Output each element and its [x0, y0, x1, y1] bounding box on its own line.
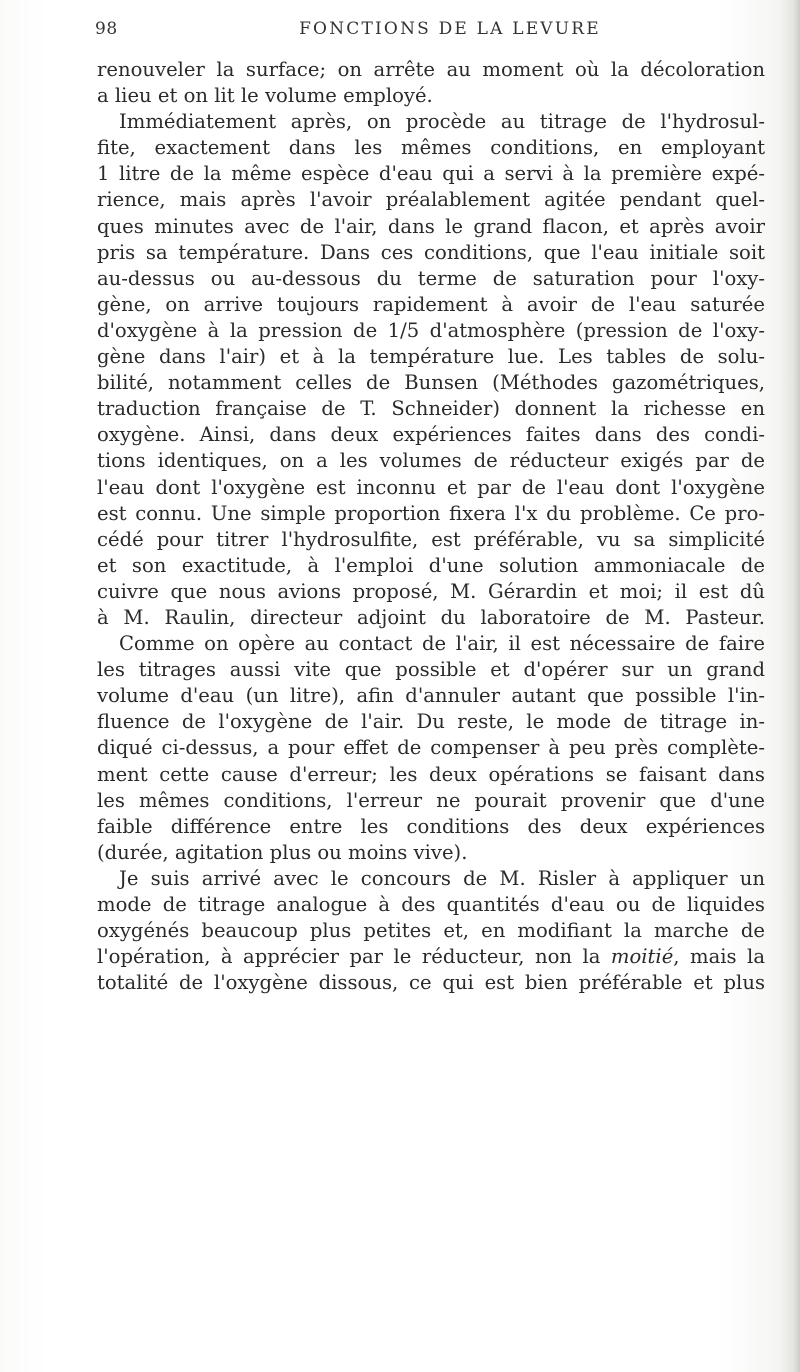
page-header — [95, 19, 765, 41]
text-line: tions identiques, on a les volumes de réducteur exigés par de — [97, 449, 765, 473]
text-line: faible différence entre les conditions des deux expériences — [97, 814, 765, 838]
text-line: totalité de l'oxygène dissous, ce qui est bien préférable et plus — [97, 971, 765, 995]
text-line: cédé pour titrer l'hydrosulfite, est préférable, vu sa simplicité — [97, 527, 765, 551]
text-line-with-emphasis — [97, 944, 765, 970]
body-text — [97, 57, 765, 996]
text-line: 1 litre de la même espèce d'eau qui a servi à la première expé- — [97, 162, 765, 186]
text-line: Je suis arrivé avec le concours de M. Risler à appliquer un — [119, 866, 765, 890]
text-line: est connu. Une simple proportion fixera l'x du problème. Ce pro- — [97, 501, 765, 525]
text-line: renouveler la surface; on arrête au moment où la décoloration — [97, 58, 765, 81]
text-line: les titrages aussi vite que possible et d'opérer sur un grand — [97, 658, 765, 682]
text-line: ques minutes avec de l'air, dans le grand flacon, et après avoir — [97, 214, 765, 238]
text-line: fluence de l'oxygène de l'air. Du reste, le mode de titrage in- — [97, 710, 765, 734]
text-line: oxygène. Ainsi, dans deux expériences faites dans des condi- — [97, 423, 765, 447]
text-line: fite, exactement dans les mêmes conditions, en employant — [97, 136, 765, 160]
text-line: volume d'eau (un litre), afin d'annuler autant que possible l'in- — [97, 684, 765, 708]
text-line: (durée, agitation plus ou moins vive). — [97, 840, 468, 864]
page-number: 98 — [95, 19, 118, 39]
text-line: d'oxygène à la pression de 1/5 d'atmosphère (pression de l'oxy- — [97, 318, 765, 342]
text-line: rience, mais après l'avoir préalablement agitée pendant quel- — [97, 188, 765, 212]
text-line: gène dans l'air) et à la température lue. Les tables de solu- — [97, 345, 765, 369]
text-line: cuivre que nous avions proposé, M. Gérardin et moi; il est dû — [97, 579, 765, 603]
text-line: traduction française de T. Schneider) donnent la richesse en — [97, 397, 765, 421]
text-segment: , mais la — [673, 945, 766, 969]
text-line: l'eau dont l'oxygène est inconnu et par de l'eau dont l'oxygène — [97, 475, 765, 499]
text-line: pris sa température. Dans ces conditions, que l'eau initiale soit — [97, 240, 765, 264]
text-line: oxygénés beaucoup plus petites et, en modifiant la marche de — [97, 919, 765, 943]
text-line: les mêmes conditions, l'erreur ne pourait provenir que d'une — [97, 788, 765, 812]
text-line: à M. Raulin, directeur adjoint du laboratoire de M. Pasteur. — [97, 605, 765, 629]
page-edge-shadow — [778, 0, 800, 1372]
text-line: a lieu et on lit le volume employé. — [97, 84, 433, 108]
running-head: FONCTIONS DE LA LEVURE — [299, 19, 601, 39]
text-line: ment cette cause d'erreur; les deux opérations se faisant dans — [97, 762, 765, 786]
emphasis-word: moitié — [610, 945, 674, 969]
text-line: diqué ci-dessus, a pour effet de compenser à peu près complète- — [97, 736, 765, 760]
text-line: gène, on arrive toujours rapidement à avoir de l'eau saturée — [97, 292, 765, 316]
text-line: Immédiatement après, on procède au titrage de l'hydrosul- — [119, 110, 765, 134]
text-line: et son exactitude, à l'emploi d'une solution ammoniacale de — [97, 553, 765, 577]
text-line: Comme on opère au contact de l'air, il est nécessaire de faire — [119, 632, 765, 656]
text-segment: l'opération, à apprécier par le réducteur, non la — [97, 945, 601, 969]
text-line: au-dessus ou au-dessous du terme de saturation pour l'oxy- — [97, 266, 765, 290]
text-line: bilité, notamment celles de Bunsen (Méthodes gazométriques, — [97, 371, 765, 395]
text-line: mode de titrage analogue à des quantités d'eau ou de liquides — [97, 893, 765, 916]
